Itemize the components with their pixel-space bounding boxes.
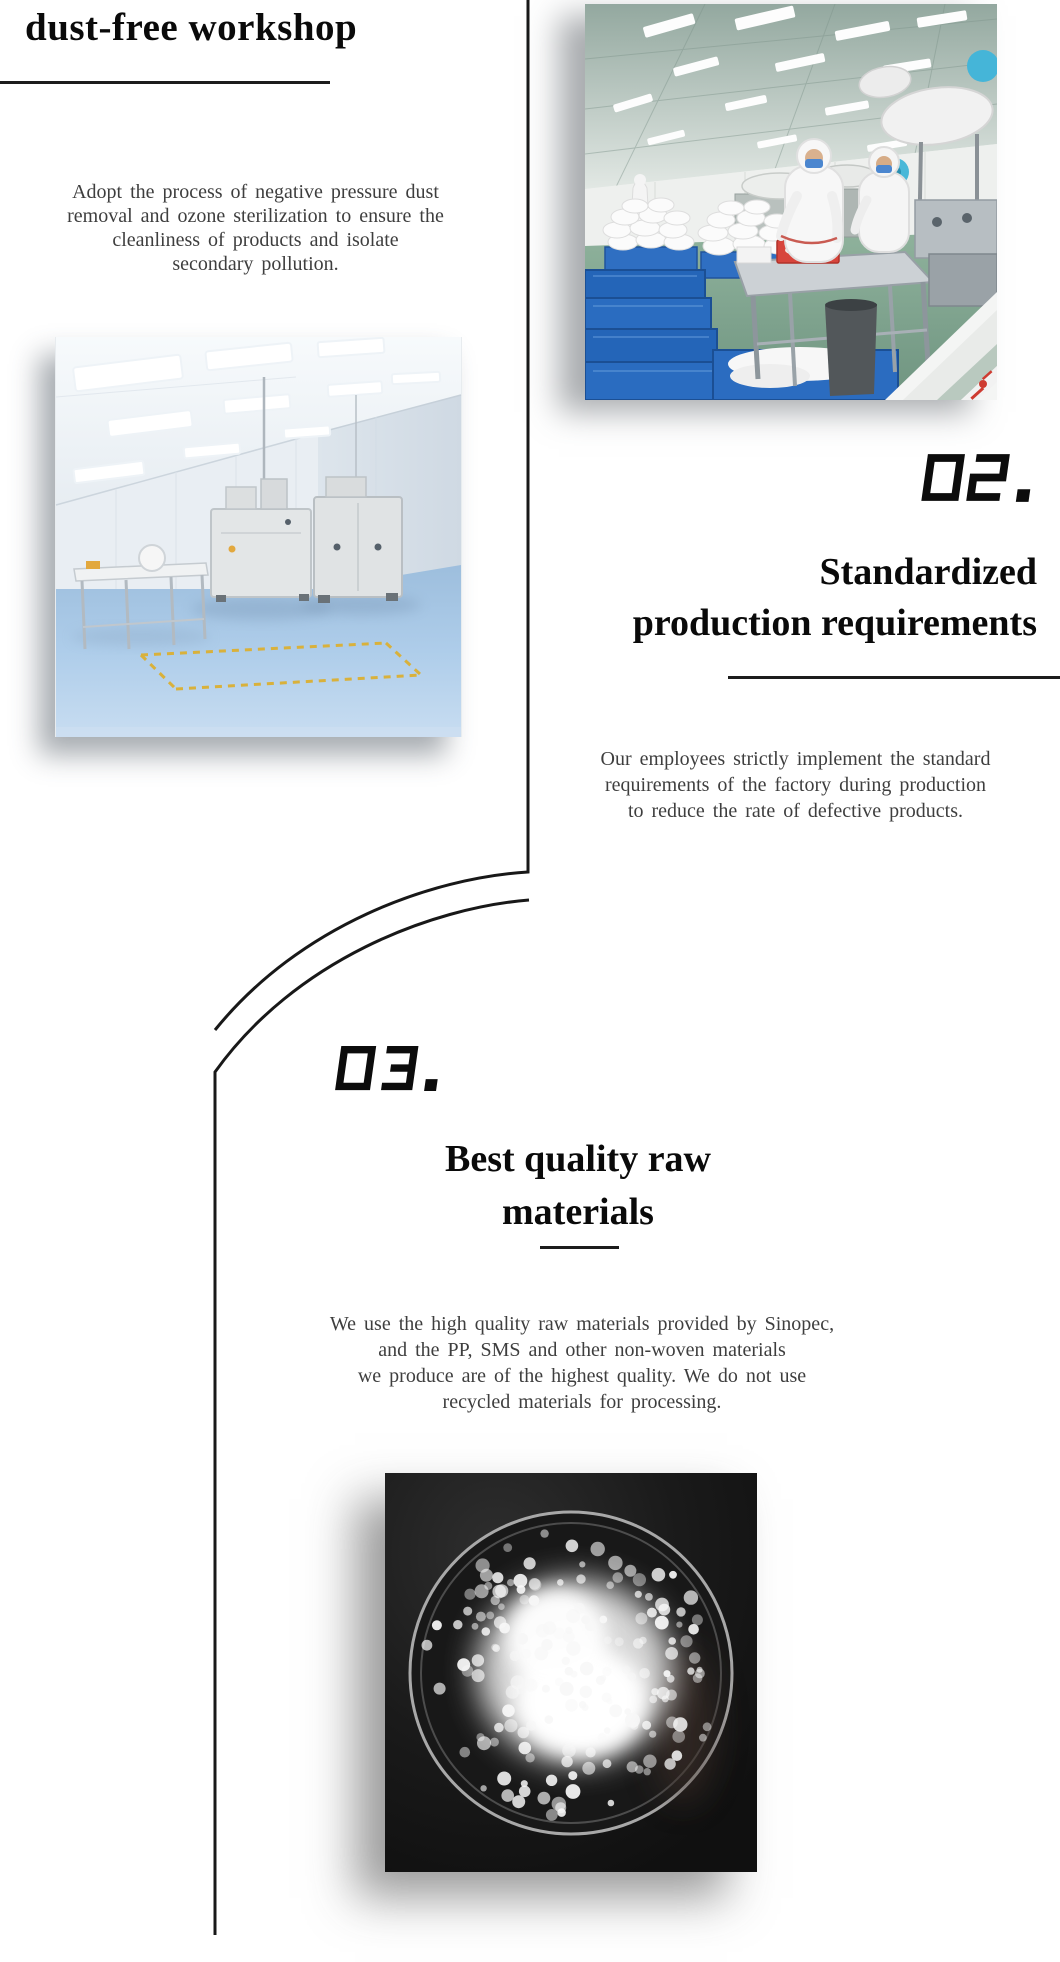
trash-bin [825,304,877,396]
paragraph-line: removal and ozone sterilization to ensure the [67,205,444,227]
raw-material-pellets-photo [385,1473,757,1872]
paragraph-line: and the PP, SMS and other non-woven materials [378,1339,786,1361]
section-underline-1 [0,81,330,84]
paragraph-line: We use the high quality raw materials provided by Sinopec, [329,1313,835,1335]
section-number-03 [331,1044,451,1093]
title-line: materials [502,1191,654,1233]
clean-workshop-photo [55,337,462,737]
title-line: Standardized [819,551,1037,593]
section-paragraph-2 [543,746,1048,824]
paragraph-line: to reduce the rate of defective products. [627,800,964,822]
section-underline-2 [728,676,1060,679]
title-line: production requirements [632,602,1037,644]
paragraph-line: secondary pollution. [172,253,339,275]
section-title-best-quality-raw-materials [253,1133,903,1239]
section-number-02 [917,452,1044,504]
section-title-dust-free-workshop: dust-free workshop [25,6,358,49]
paragraph-line: requirements of the factory during production [605,774,986,796]
production-line-photo [585,4,997,400]
section-title-standardized-production [633,547,1037,649]
title-line: Best quality raw [445,1138,711,1180]
section-paragraph-3 [248,1311,916,1415]
paragraph-line: Our employees strictly implement the standard [600,748,991,770]
paragraph-line: cleanliness of products and isolate [112,229,399,251]
section-paragraph-1 [8,180,503,276]
paragraph-line: recycled materials for processing. [442,1391,722,1413]
section-underline-3 [540,1246,619,1249]
paragraph-line: we produce are of the highest quality. We do not use [357,1365,807,1387]
paragraph-line: Adopt the process of negative pressure dust [72,181,439,203]
